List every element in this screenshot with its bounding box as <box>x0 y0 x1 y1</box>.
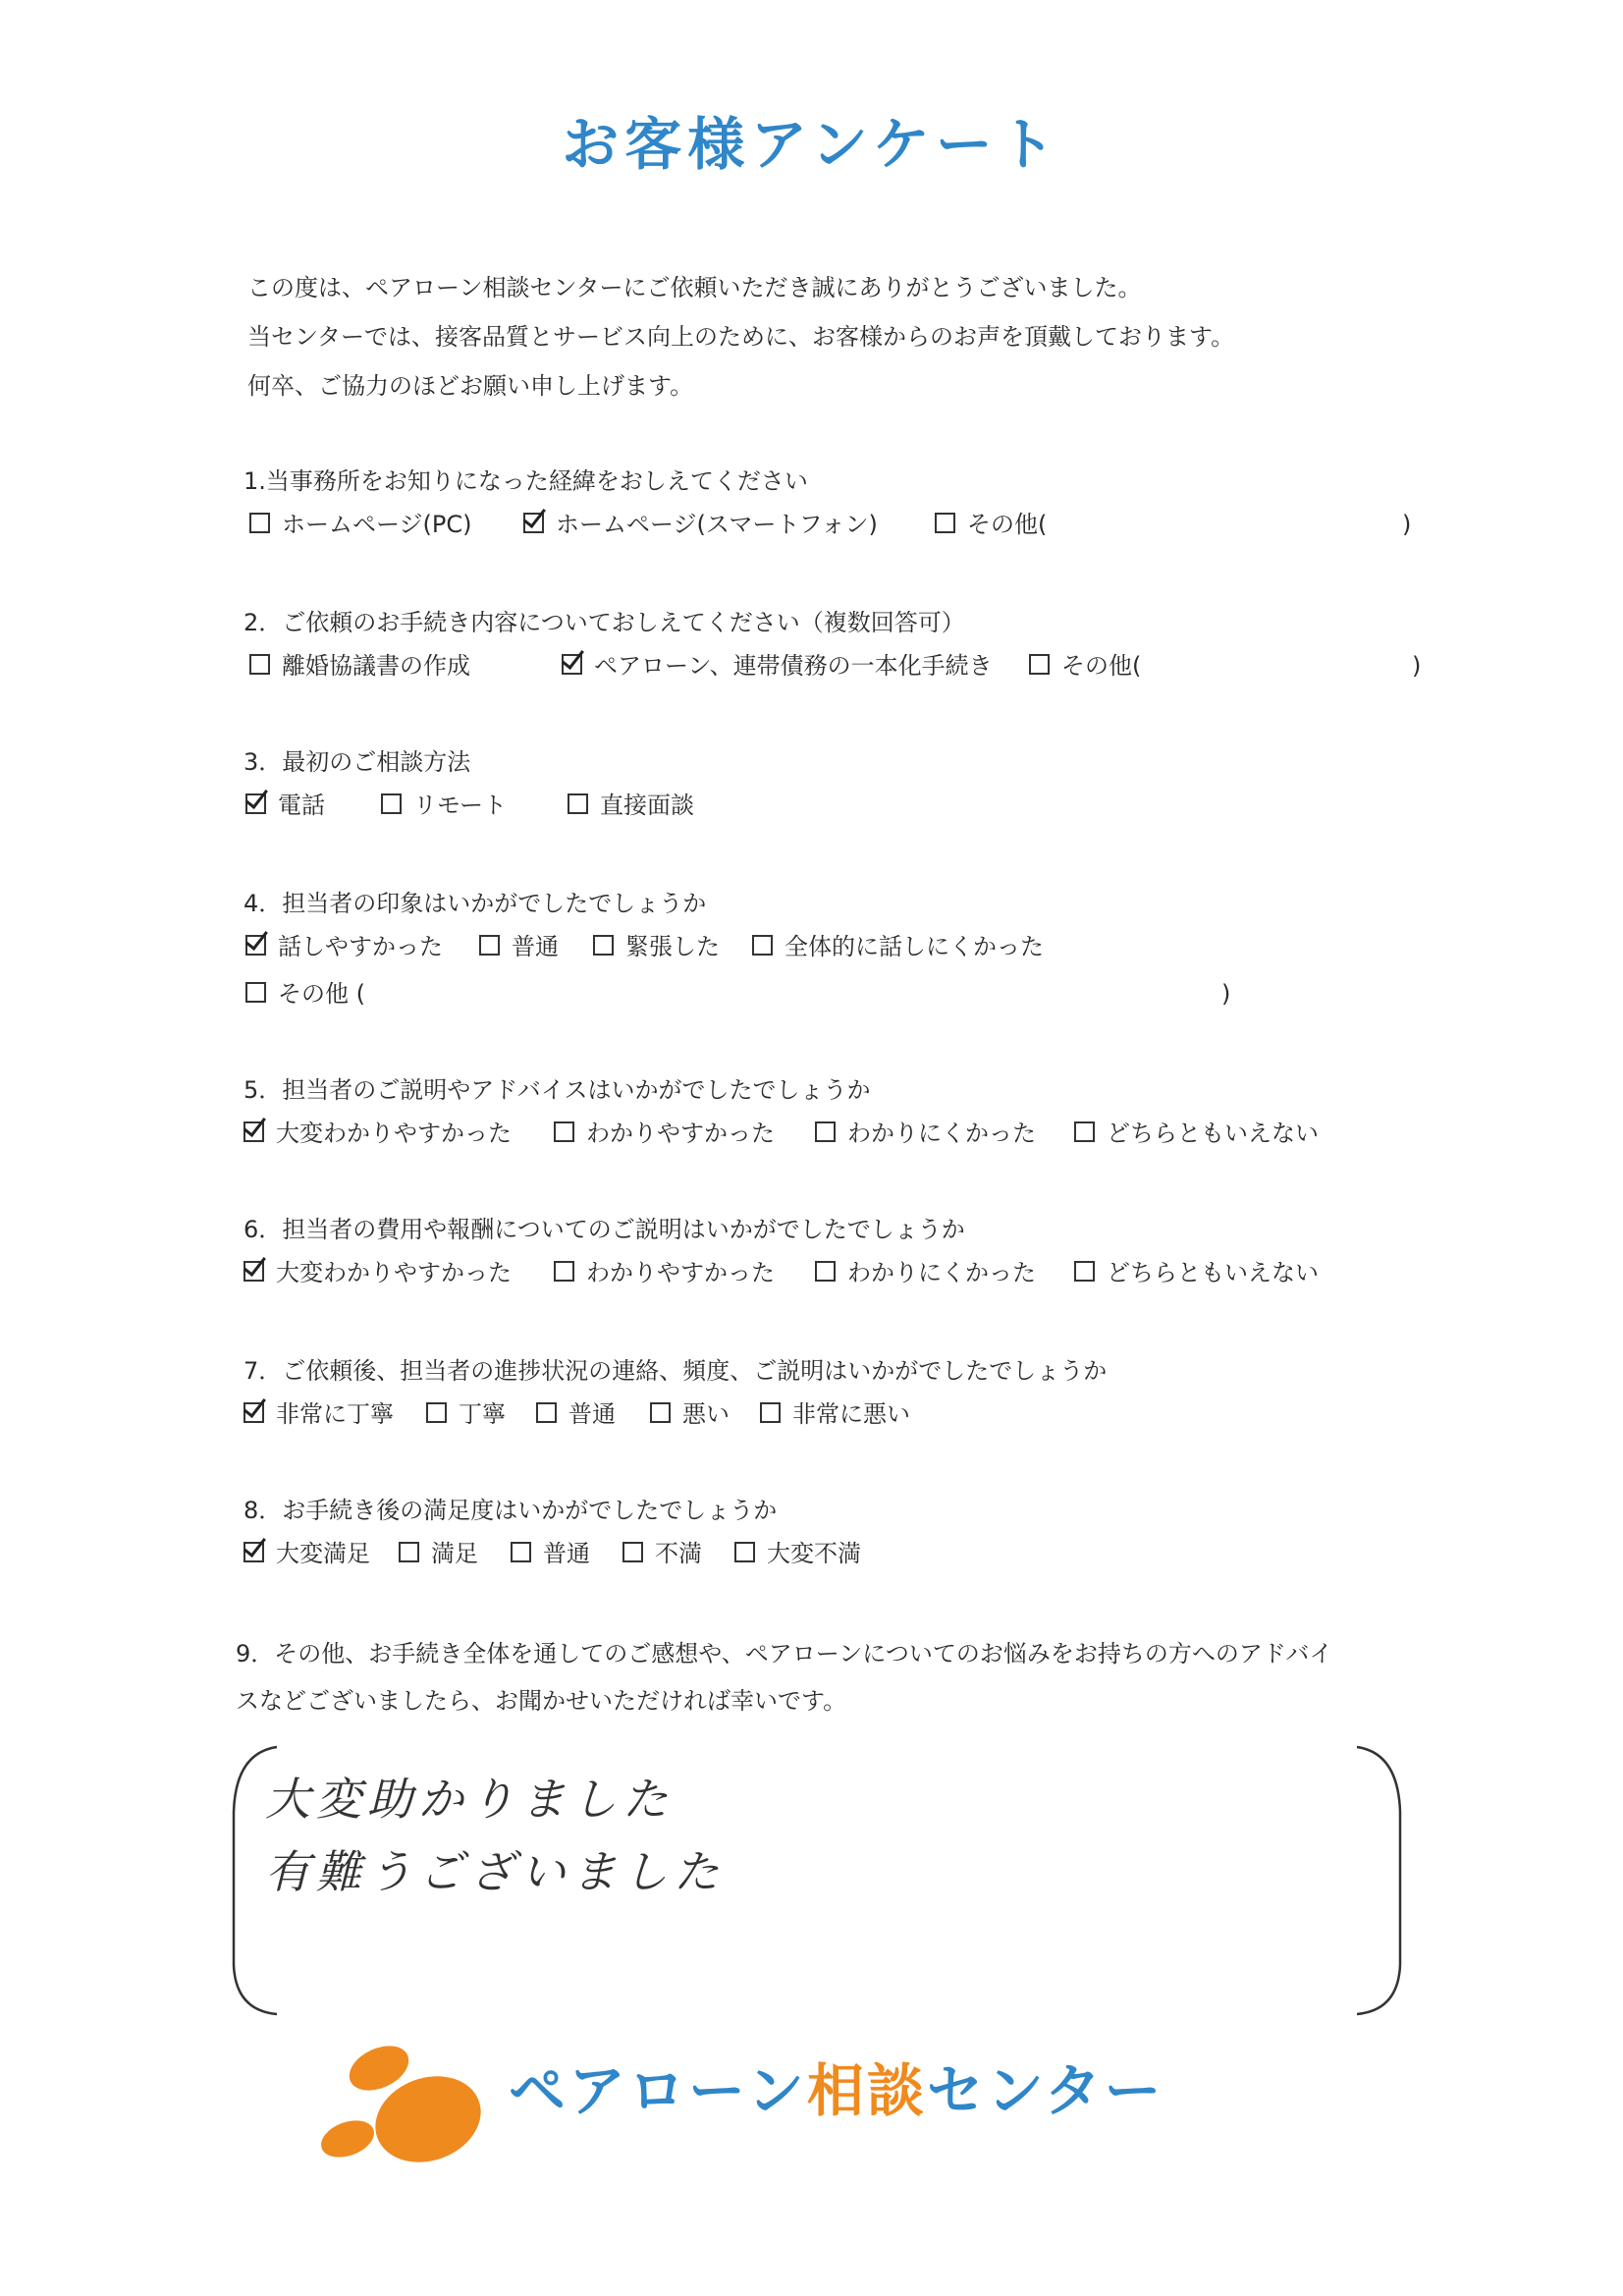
checkbox-checked[interactable] <box>243 1542 264 1562</box>
checkbox-checked[interactable] <box>243 1402 264 1423</box>
paren-close: ) <box>1402 511 1412 538</box>
option-satisfied[interactable]: 満足 <box>399 1530 478 1577</box>
checkbox[interactable] <box>622 1542 643 1562</box>
question-title: 8．お手続き後の満足度はいかがでしたでしょうか <box>243 1497 778 1524</box>
checkbox-checked[interactable] <box>243 1121 264 1142</box>
checkbox[interactable] <box>479 935 500 956</box>
checkbox[interactable] <box>399 1542 419 1562</box>
option-homepage-smartphone[interactable]: ホームページ(スマートフォン) <box>523 501 878 548</box>
option-pair-loan-unification[interactable]: ペアローン、連帯債務の一本化手続き <box>562 642 993 689</box>
option-very-satisfied[interactable]: 大変満足 <box>243 1530 370 1577</box>
question-7 <box>243 1351 1225 1438</box>
option-other[interactable]: その他 ( <box>245 970 365 1017</box>
option-very-polite[interactable]: 非常に丁寧 <box>243 1391 394 1438</box>
option-polite[interactable]: 丁寧 <box>426 1391 506 1438</box>
intro-line: 当センターでは、接客品質とサービス向上のために、お客様からのお声を頂戴しております。 <box>247 323 1235 351</box>
option-unclear[interactable]: わかりにくかった <box>815 1249 1036 1296</box>
paren-close: ) <box>1221 980 1231 1008</box>
option-neither[interactable]: どちらともいえない <box>1074 1110 1319 1157</box>
question-4 <box>243 884 1324 1017</box>
checkbox-checked[interactable] <box>245 793 266 814</box>
option-remote[interactable]: リモート <box>381 782 507 829</box>
option-bad[interactable]: 悪い <box>650 1391 730 1438</box>
question-title-cont: スなどございましたら、お聞かせいただければ幸いです。 <box>236 1687 847 1715</box>
checkbox[interactable] <box>935 513 955 533</box>
question-title: 7．ご依頼後、担当者の進捗状況の連絡、頻度、ご説明はいかがでしたでしょうか <box>243 1357 1108 1385</box>
checkbox[interactable] <box>593 935 614 956</box>
checkbox[interactable] <box>815 1121 836 1142</box>
checkbox[interactable] <box>249 654 270 675</box>
intro-line: この度は、ペアローン相談センターにご依頼いただき誠にありがとうございました。 <box>247 274 1142 301</box>
checkbox-checked[interactable] <box>523 513 544 533</box>
question-3 <box>243 742 1029 829</box>
logo-text-blue: ペアローン <box>509 2057 807 2124</box>
option-in-person[interactable]: 直接面談 <box>568 782 694 829</box>
question-title: 9．その他、お手続き全体を通してのご感想や、ペアローンについてのお悩みをお持ちの方へのアドバイ <box>236 1640 1333 1667</box>
logo-icon <box>312 2033 489 2180</box>
checkbox[interactable] <box>245 982 266 1003</box>
checkbox-checked[interactable] <box>562 654 582 675</box>
option-clear[interactable]: わかりやすかった <box>554 1249 775 1296</box>
question-title: 4．担当者の印象はいかがでしたでしょうか <box>243 890 707 917</box>
question-title: 2．ご依頼のお手続き内容についておしえてください（複数回答可） <box>243 609 965 636</box>
question-1 <box>243 462 1422 548</box>
option-nervous[interactable]: 緊張した <box>593 923 720 970</box>
paren-close: ) <box>1412 652 1422 680</box>
question-title: 1.当事務所をお知りになった経緯をおしえてください <box>243 467 808 495</box>
option-normal[interactable]: 普通 <box>511 1530 590 1577</box>
checkbox[interactable] <box>381 793 402 814</box>
handwritten-answer-line: 有難うございました <box>265 1845 725 1898</box>
option-very-dissatisfied[interactable]: 大変不満 <box>734 1530 861 1577</box>
question-2 <box>243 603 1441 689</box>
checkbox[interactable] <box>536 1402 557 1423</box>
option-phone[interactable]: 電話 <box>245 782 325 829</box>
question-8 <box>243 1491 1225 1577</box>
option-unclear[interactable]: わかりにくかった <box>815 1110 1036 1157</box>
question-9 <box>236 1630 1332 1724</box>
checkbox[interactable] <box>734 1542 755 1562</box>
checkbox[interactable] <box>568 793 588 814</box>
option-very-bad[interactable]: 非常に悪い <box>760 1391 910 1438</box>
checkbox[interactable] <box>426 1402 447 1423</box>
question-title: 3．最初のご相談方法 <box>243 748 471 776</box>
checkbox[interactable] <box>752 935 773 956</box>
option-homepage-pc[interactable]: ホームページ(PC) <box>249 501 471 548</box>
option-neither[interactable]: どちらともいえない <box>1074 1249 1319 1296</box>
option-hard-to-talk[interactable]: 全体的に話しにくかった <box>752 923 1044 970</box>
option-normal[interactable]: 普通 <box>536 1391 616 1438</box>
option-divorce-agreement[interactable]: 離婚協議書の作成 <box>249 642 470 689</box>
logo-text-blue: センター <box>926 2057 1164 2124</box>
intro-line: 何卒、ご協力のほどお願い申し上げます。 <box>247 372 694 400</box>
checkbox[interactable] <box>554 1261 574 1282</box>
checkbox-checked[interactable] <box>243 1261 264 1282</box>
question-5 <box>243 1070 1373 1157</box>
checkbox[interactable] <box>554 1121 574 1142</box>
handwritten-answer-line: 大変助かりました <box>265 1773 674 1826</box>
option-dissatisfied[interactable]: 不満 <box>622 1530 702 1577</box>
logo-text <box>509 2045 1164 2127</box>
checkbox[interactable] <box>760 1402 781 1423</box>
checkbox[interactable] <box>249 513 270 533</box>
option-very-clear[interactable]: 大変わかりやすかった <box>243 1110 512 1157</box>
option-clear[interactable]: わかりやすかった <box>554 1110 775 1157</box>
checkbox[interactable] <box>650 1402 671 1423</box>
checkbox[interactable] <box>1074 1121 1095 1142</box>
option-other[interactable]: その他( <box>1029 642 1141 689</box>
option-very-clear[interactable]: 大変わかりやすかった <box>243 1249 512 1296</box>
question-6 <box>243 1210 1373 1296</box>
intro-text <box>247 263 1234 410</box>
page-title: お客様アンケート <box>562 111 1061 178</box>
checkbox[interactable] <box>511 1542 531 1562</box>
option-other[interactable]: その他( <box>935 501 1047 548</box>
question-title: 6．担当者の費用や報酬についてのご説明はいかがでしたでしょうか <box>243 1216 965 1243</box>
checkbox[interactable] <box>1029 654 1050 675</box>
question-title: 5．担当者のご説明やアドバイスはいかがでしたでしょうか <box>243 1076 871 1104</box>
option-normal[interactable]: 普通 <box>479 923 559 970</box>
checkbox[interactable] <box>815 1261 836 1282</box>
checkbox-checked[interactable] <box>245 935 266 956</box>
option-easy-to-talk[interactable]: 話しやすかった <box>245 923 443 970</box>
checkbox[interactable] <box>1074 1261 1095 1282</box>
logo-text-orange: 相談 <box>806 2057 927 2124</box>
